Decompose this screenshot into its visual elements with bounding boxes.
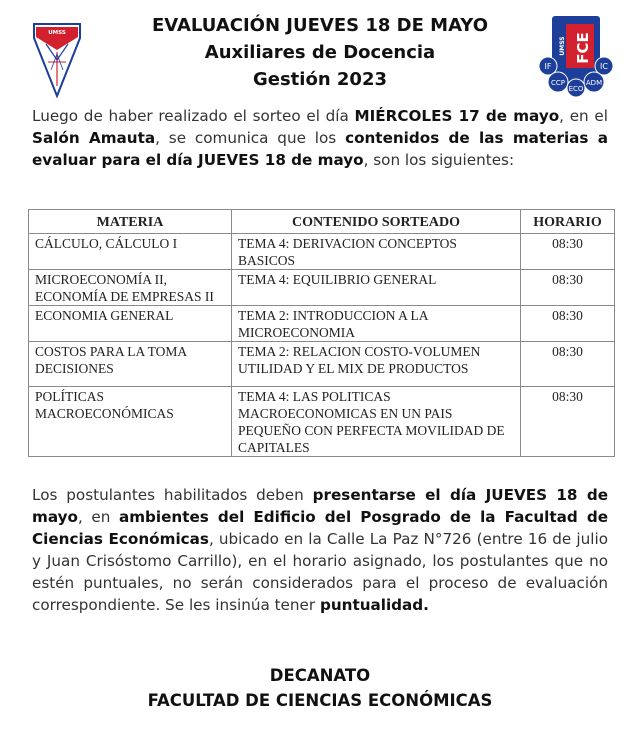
header-materia: MATERIA	[29, 210, 232, 234]
cell-horario: 08:30	[521, 270, 615, 306]
umss-shield-text: UMSS	[48, 30, 66, 36]
umss-shield-logo	[32, 20, 82, 98]
table-row	[29, 306, 615, 342]
fce-logo-br: ADM	[585, 79, 603, 87]
title-line-1: EVALUACIÓN JUEVES 18 DE MAYO	[152, 15, 488, 36]
evaluation-table	[28, 209, 615, 457]
fce-logo-vertical-text: UMSS	[559, 36, 566, 56]
cell-horario: 08:30	[521, 306, 615, 342]
cell-horario: 08:30	[521, 342, 615, 387]
intro-paragraph: Luego de haber realizado el sorteo el día MIÉRCOLES 17 de mayo, en el Salón Amauta, se comunica que los contenidos de las materias a evaluar para el día JUEVES 18 de mayo, son los siguientes:	[32, 107, 609, 169]
cell-materia: CÁLCULO, CÁLCULO I	[29, 234, 232, 270]
cell-materia: COSTOS PARA LA TOMA DECISIONES	[29, 342, 232, 387]
page-title	[100, 12, 540, 93]
cell-contenido: TEMA 4: DERIVACION CONCEPTOS BASICOS	[232, 234, 521, 270]
header-contenido: CONTENIDO SORTEADO	[232, 210, 521, 234]
notice-paragraph: Los postulantes habilitados deben presentarse el día JUEVES 18 de mayo, en ambientes del Edificio del Posgrado de la Facultad de Ciencias Económicas, ubicado en la Calle La Paz N°726 (entre 16 de julio y Juan Crisóstomo Carrillo), en el horario asignado, los postulantes que no estén puntuales, no serán considerados para el proceso de evaluación correspondiente. Se les insinúa tener puntualidad.	[32, 486, 609, 614]
table-row	[29, 387, 615, 457]
cell-horario: 08:30	[521, 387, 615, 457]
cell-contenido: TEMA 4: EQUILIBRIO GENERAL	[232, 270, 521, 306]
fce-logo-main-text: FCE	[574, 32, 592, 64]
cell-materia: POLÍTICAS MACROECONÓMICAS	[29, 387, 232, 457]
header-horario: HORARIO	[521, 210, 615, 234]
fce-logo	[536, 16, 616, 98]
table-header-row	[29, 210, 615, 234]
table-row	[29, 342, 615, 387]
signature-block	[0, 663, 640, 713]
table-row	[29, 234, 615, 270]
cell-contenido: TEMA 2: INTRODUCCION A LA MICROECONOMIA	[232, 306, 521, 342]
signature-line-1: DECANATO	[269, 666, 371, 685]
cell-materia: ECONOMIA GENERAL	[29, 306, 232, 342]
fce-logo-bl: CCP	[551, 79, 565, 87]
title-line-3: Gestión 2023	[252, 69, 387, 90]
table-row	[29, 270, 615, 306]
fce-logo-bc: ECO	[568, 85, 584, 93]
cell-horario: 08:30	[521, 234, 615, 270]
fce-logo-tl: IF	[544, 62, 552, 71]
cell-materia: MICROECONOMÍA II, ECONOMÍA DE EMPRESAS II	[29, 270, 232, 306]
cell-contenido: TEMA 2: RELACION COSTO-VOLUMEN UTILIDAD Y EL MIX DE PRODUCTOS	[232, 342, 521, 387]
fce-logo-tr: IC	[600, 62, 608, 71]
cell-contenido: TEMA 4: LAS POLITICAS MACROECONOMICAS EN UN PAIS PEQUEÑO CON PERFECTA MOVILIDAD DE CAPITALES	[232, 387, 521, 457]
signature-line-2: FACULTAD DE CIENCIAS ECONÓMICAS	[147, 691, 493, 710]
title-line-2: Auxiliares de Docencia	[204, 42, 436, 63]
